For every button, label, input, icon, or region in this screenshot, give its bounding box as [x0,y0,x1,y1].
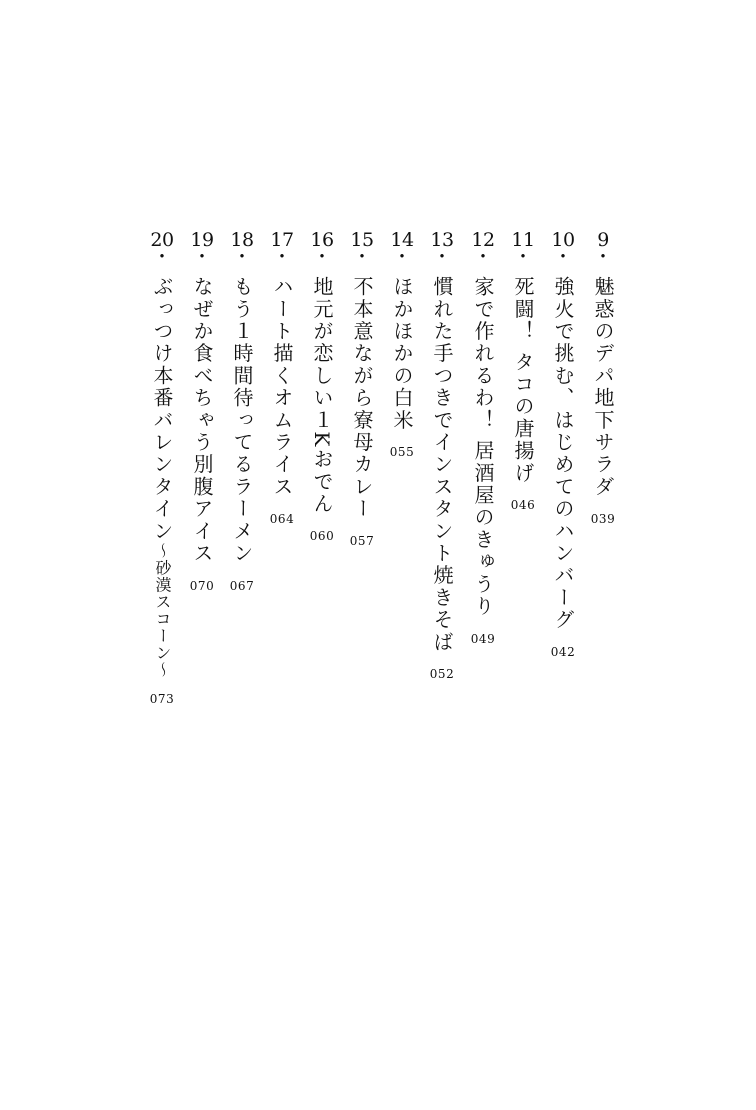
chapter-number: 14 [390,229,414,251]
chapter-title: 不本意ながら寮母カレー [350,276,374,521]
chapter-title [145,276,179,678]
chapter-number: 17 [270,229,294,251]
chapter-title: なぜか食べちゃう別腹アイス [190,276,214,565]
toc-entry-9[interactable] [586,230,620,526]
chapter-number-dot: ・ [272,246,292,268]
toc-entry-14[interactable] [385,230,419,459]
toc-entry-20[interactable] [145,230,179,706]
chapter-number-dot: ・ [312,246,332,268]
toc-entry-11[interactable] [506,230,540,512]
chapter-number-dot: ・ [352,246,372,268]
page-number: 070 [189,578,215,593]
chapter-title: 魅惑のデパ地下サラダ [591,276,615,498]
chapter-number: 9 [597,229,609,251]
toc-entry-13[interactable] [425,230,459,681]
toc-entry-15[interactable] [345,230,379,548]
page-number: 055 [389,445,415,460]
page-number: 057 [349,534,375,549]
page-number: 042 [550,645,576,660]
page-number: 064 [269,512,295,526]
page-number: 073 [149,692,175,707]
chapter-number-dot: ・ [593,246,613,268]
chapter-number: 18 [230,229,254,251]
toc-entry-17[interactable] [265,230,299,526]
chapter-title-main: ぶっつけ本番バレンタイン [150,276,174,543]
chapter-number-dot: ・ [553,246,573,268]
chapter-title: 死闘！ タコの唐揚げ [511,276,535,485]
page-number: 052 [429,667,455,682]
chapter-number: 10 [551,229,575,251]
toc-entry-18[interactable] [225,230,259,593]
toc-entry-16[interactable] [305,230,339,543]
chapter-title: ほかほかの白米 [390,276,414,432]
page-number: 049 [470,631,496,646]
chapter-number-dot: ・ [192,246,212,268]
page-number: 067 [229,578,255,593]
chapter-number-dot: ・ [432,246,452,268]
chapter-number: 19 [190,229,214,251]
chapter-number: 11 [511,229,535,251]
chapter-subtitle: ～砂漠スコーン～ [153,542,172,679]
toc-entry-12[interactable] [466,230,500,646]
toc-entry-10[interactable] [546,230,580,659]
toc-entry-19[interactable] [185,230,219,593]
chapter-number-dot: ・ [513,246,533,268]
chapter-number: 13 [430,229,454,251]
page-number: 039 [590,512,616,526]
chapter-number-dot: ・ [473,246,493,268]
chapter-title: 慣れた手つきでインスタント焼きそば [430,276,454,654]
chapter-number: 15 [350,229,374,251]
chapter-title: ハート描くオムライス [270,276,294,498]
chapter-number: 12 [471,229,495,251]
page-number: 046 [510,498,536,513]
chapter-title: 強火で挑む、はじめてのハンバーグ [551,276,575,632]
chapter-number-dot: ・ [232,246,252,268]
page-number: 060 [309,529,335,544]
chapter-number-dot: ・ [392,246,412,268]
chapter-number: 20 [150,229,174,251]
chapter-number-dot: ・ [152,246,172,268]
chapter-number: 16 [310,229,334,251]
chapter-title: 家で作れるわ！ 居酒屋のきゅうり [471,276,495,618]
chapter-title: 地元が恋しい１Kおでん [310,276,334,516]
chapter-title: もう１時間待ってるラーメン [230,276,254,565]
